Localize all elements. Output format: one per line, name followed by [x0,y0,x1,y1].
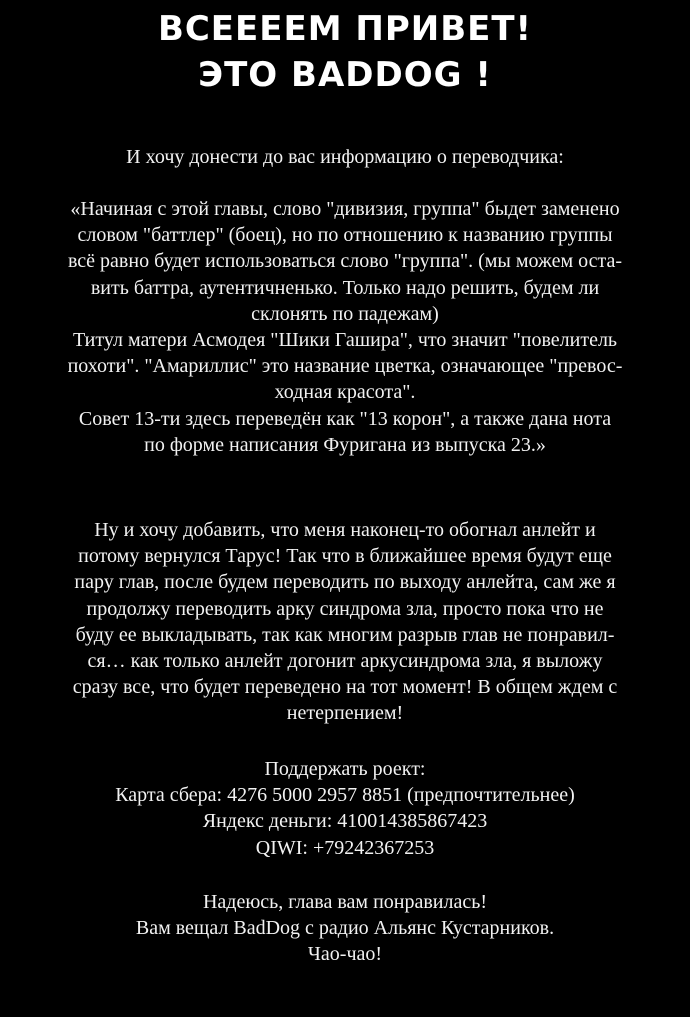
note-line: Ну и хочу добавить, что меня наконец-то обогнал анлейт и [94,519,596,541]
quote-line: Совет 13-ти здесь переведён как "13 корон", а также дана нота [78,407,612,430]
quote-line: похоти". "Амариллис" это название цветка, означающее "превос- [67,355,623,378]
closing-paragraph [8,889,682,968]
quote-line: вить баттра, аутентичненько. Только надо решить, будем ли [90,276,600,299]
yandex-money-number: Яндекс деньги: 410014385867423 [202,810,488,833]
sber-card-number: Карта сбера: 4276 5000 2957 8851 (предпочтительнее) [115,784,575,807]
note-line: потому вернулся Тарус! Так что в ближайшее время будут еще [78,545,612,568]
closing-line: Вам вещал BadDog с радио Альянс Кустарников. [135,917,555,940]
note-line: сразу все, что будет переведено на тот момент! В общем ждем с [72,676,618,699]
intro-line: И хочу донести до вас информацию о переводчика: [126,146,564,168]
quote-line: словом "баттлер" (боец), но по отношению к названию группы [77,224,613,247]
quote-line: «Начиная с этой главы, слово "дивизия, группа" быдет заменено [70,198,620,220]
translator-quote [8,196,682,458]
title-line-1: ВСЕЕЕЕМ ПРИВЕТ! [157,9,533,49]
support-info [8,756,682,861]
note-line: продолжу переводить арку синдрома зла, просто пока что не [86,597,604,620]
quote-line: ходная красота". [274,381,416,404]
closing-line: Надеюсь, глава вам понравилась! [202,891,488,913]
quote-line: Титул матери Асмодея "Шики Гашира", что значит "повелитель [72,329,618,352]
note-line: буду ее выкладывать, так как многим разрыв глав не понравил- [75,623,615,646]
title-line-2: ЭТО BADDOG ! [198,55,492,95]
note-line: ся… как только анлейт догонит аркусиндрома зла, я выложу [87,650,603,673]
note-line: пару глав, после будем переводить по выходу анлейта, сам же я [74,571,616,594]
quote-line: склонять по падежам) [251,302,439,325]
page-title [0,6,690,98]
quote-line: по форме написания Фуригана из выпуска 23.» [144,433,546,456]
note-line: нетерпением! [286,702,404,725]
intro-paragraph [8,144,682,170]
update-note [8,517,682,727]
qiwi-number: QIWI: +79242367253 [255,836,435,859]
support-heading: Поддержать роект: [264,758,426,780]
closing-line: Чао-чао! [307,943,383,966]
quote-line: всё равно будет использоваться слово "группа". (мы можем оста- [67,250,623,273]
